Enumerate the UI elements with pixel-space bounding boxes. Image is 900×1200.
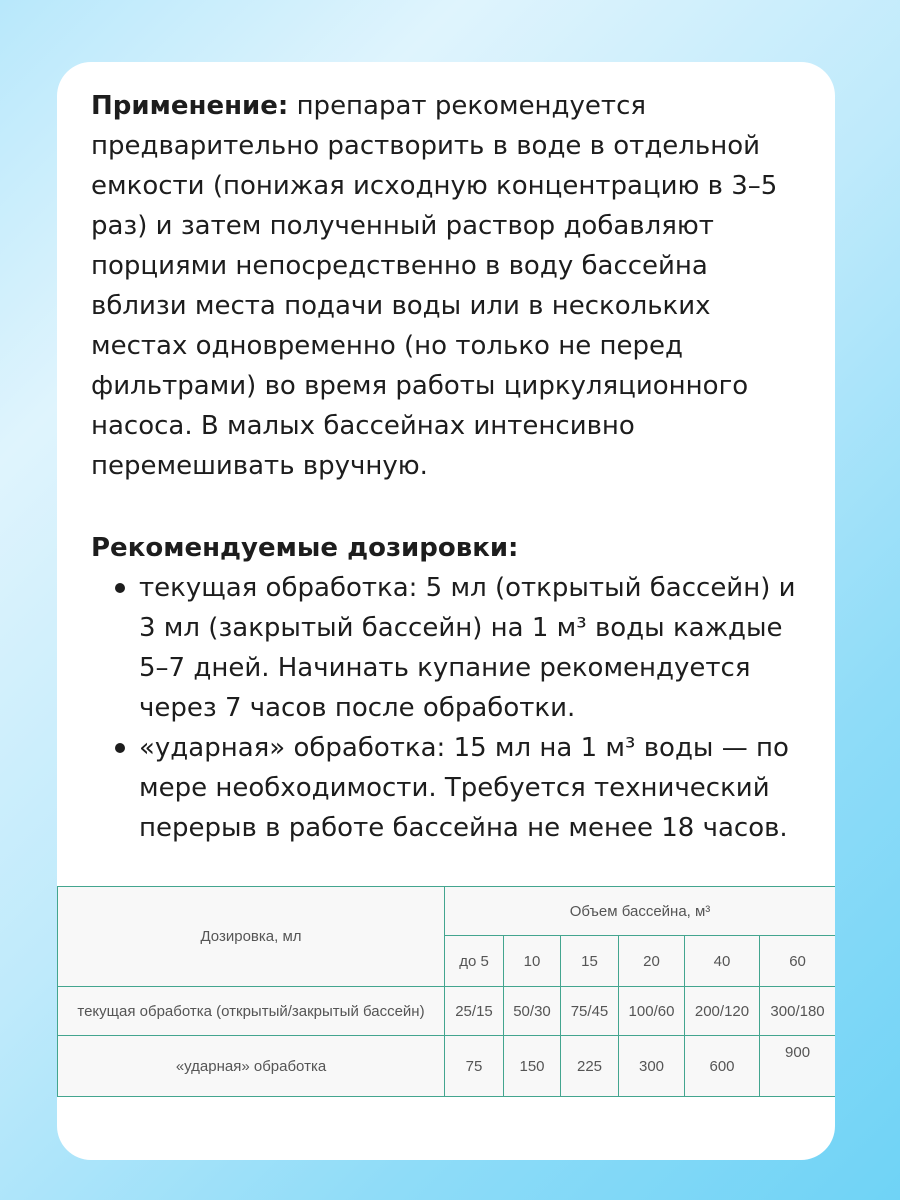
- table-cell: 25/15: [445, 987, 504, 1036]
- dosage-heading: Рекомендуемые дозировки:: [91, 533, 519, 563]
- table-header-row: [58, 887, 836, 936]
- table-cell: 100/60: [619, 987, 685, 1036]
- table-cell: 50/30: [504, 987, 561, 1036]
- table-row: [58, 1036, 836, 1097]
- group-header-cell: Объем бассейна, м³: [445, 887, 836, 936]
- table-cell: 75: [445, 1036, 504, 1097]
- table-cell: 300: [619, 1036, 685, 1097]
- column-header: 20: [619, 936, 685, 987]
- table-row: [58, 987, 836, 1036]
- column-header: 15: [561, 936, 619, 987]
- dosage-item-current: текущая обработка: 5 мл (открытый бассейн) и 3 мл (закрытый бассейн) на 1 м³ воды каждые 5–7 дней. Начинать купание рекомендуется через 7 часов после обработки.: [139, 568, 811, 728]
- column-header: 60: [760, 936, 836, 987]
- table-cell: 75/45: [561, 987, 619, 1036]
- table-cell: 150: [504, 1036, 561, 1097]
- dosage-list: [91, 568, 811, 848]
- dosage-item-shock: «ударная» обработка: 15 мл на 1 м³ воды — по мере необходимости. Требуется технический перерыв в работе бассейна не менее 18 часов.: [139, 728, 811, 848]
- dosage-table: [57, 886, 835, 1097]
- application-label: Применение:: [91, 91, 289, 121]
- table-cell: 300/180: [760, 987, 836, 1036]
- table-cell: 225: [561, 1036, 619, 1097]
- row-header-cell: Дозировка, мл: [58, 887, 445, 987]
- row-label: «ударная» обработка: [58, 1036, 445, 1097]
- table-cell: 600: [685, 1036, 760, 1097]
- info-card: [57, 62, 835, 1160]
- application-text: препарат рекомендуется предварительно растворить в воде в отдельной емкости (понижая исходную концентрацию в 3–5 раз) и затем полученный раствор добавляют порциями непосредственно в воду бассейна вблизи места подачи воды или в нескольких местах одновременно (но только не перед фильтрами) во время работы циркуляционного насоса. В малых бассейнах интенсивно перемешивать вручную.: [91, 91, 778, 481]
- column-header: до 5: [445, 936, 504, 987]
- row-label: текущая обработка (открытый/закрытый бассейн): [58, 987, 445, 1036]
- application-paragraph: [91, 86, 811, 486]
- table-cell: 900: [760, 1036, 836, 1097]
- card-content: [91, 86, 811, 848]
- table-cell: 200/120: [685, 987, 760, 1036]
- column-header: 40: [685, 936, 760, 987]
- column-header: 10: [504, 936, 561, 987]
